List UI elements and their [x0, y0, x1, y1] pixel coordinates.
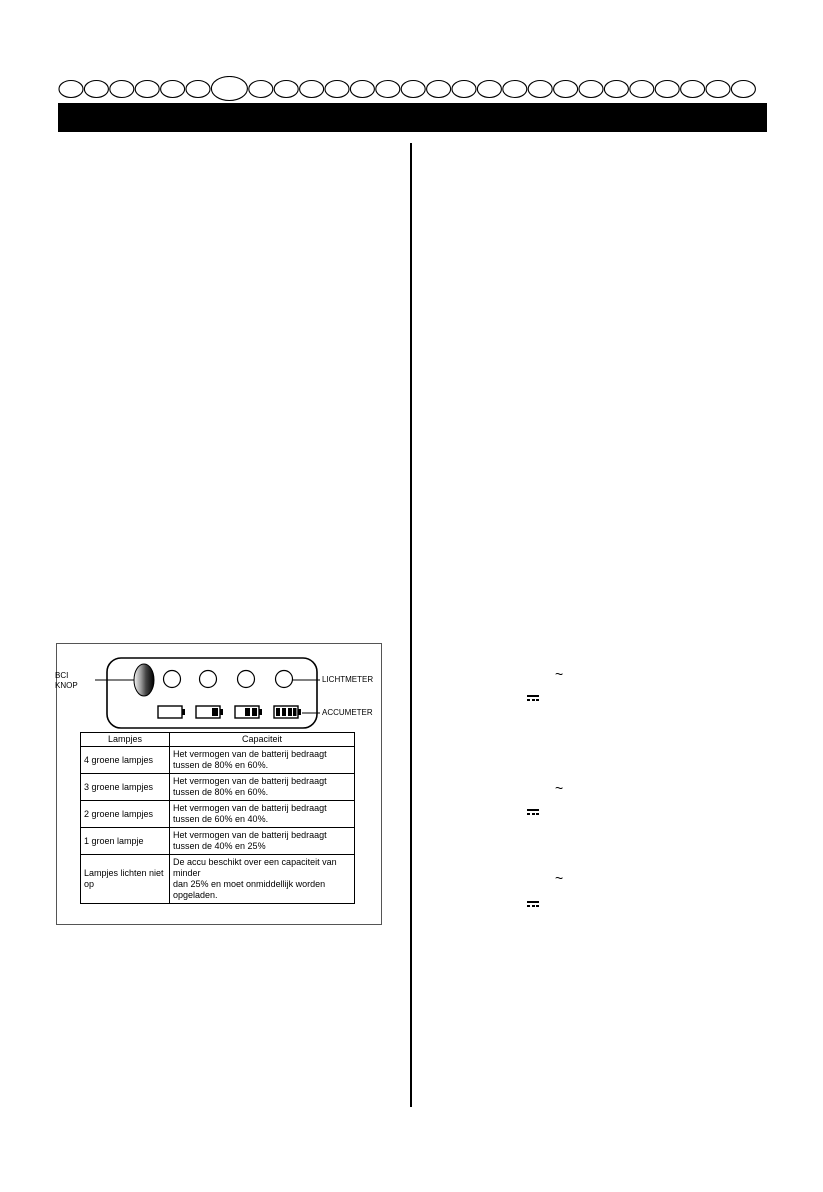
table-cell-capacity: De accu beschikt over een capaciteit van minder dan 25% en moet onmiddellijk worden opgeladen.: [170, 855, 355, 904]
battery-icon-two-thirds: [235, 706, 262, 718]
language-oval: [630, 81, 654, 98]
table-cell-lamps: Lampjes lichten niet op: [81, 855, 170, 904]
table-cell-lamps: 3 groene lampjes: [81, 774, 170, 801]
table-cell-lamps: 4 groene lampjes: [81, 747, 170, 774]
ac-current-icon: ~: [555, 666, 564, 682]
language-oval: [452, 81, 476, 98]
language-oval: [731, 81, 755, 98]
table-header-lampjes: Lampjes: [81, 733, 170, 747]
language-oval: [59, 81, 83, 98]
language-oval: [84, 81, 108, 98]
led-2: [200, 671, 217, 688]
battery-icon-one-third: [196, 706, 223, 718]
language-oval: [655, 81, 679, 98]
table-row: [81, 774, 355, 801]
led-3: [238, 671, 255, 688]
lightmeter-label: LICHTMETER: [322, 675, 374, 684]
table-cell-capacity: Het vermogen van de batterij bedraagt tussen de 40% en 25%: [170, 828, 355, 855]
language-oval: [325, 81, 349, 98]
table-row: [81, 855, 355, 904]
language-oval: [579, 81, 603, 98]
language-oval: [161, 81, 185, 98]
table-cell-capacity: Het vermogen van de batterij bedraagt tussen de 80% en 60%.: [170, 747, 355, 774]
language-oval-selected: [211, 77, 247, 101]
battery-icon-empty: [158, 706, 185, 718]
bci-button-label: BCI KNOP: [55, 671, 78, 690]
language-oval: [186, 81, 210, 98]
battery-icon-full: [274, 706, 301, 718]
table-cell-capacity: Het vermogen van de batterij bedraagt tussen de 60% en 40%.: [170, 801, 355, 828]
language-oval: [503, 81, 527, 98]
led-4: [276, 671, 293, 688]
table-row: [81, 747, 355, 774]
table-row: [81, 801, 355, 828]
language-oval: [376, 81, 400, 98]
language-oval: [604, 81, 628, 98]
language-oval: [528, 81, 552, 98]
language-oval: [427, 81, 451, 98]
dc-current-icon: [527, 695, 539, 702]
language-oval: [477, 81, 501, 98]
language-oval: [274, 81, 298, 98]
language-oval: [300, 81, 324, 98]
language-selector-ovals: [58, 76, 770, 102]
ac-current-icon: ~: [555, 870, 564, 886]
language-oval: [350, 81, 374, 98]
bci-button: [134, 664, 154, 696]
table-cell-capacity: Het vermogen van de batterij bedraagt tussen de 80% en 60%.: [170, 774, 355, 801]
column-divider: [410, 143, 412, 1107]
table-header-row: [81, 733, 355, 747]
language-oval: [249, 81, 273, 98]
language-oval: [554, 81, 578, 98]
accumeter-label: ACCUMETER: [322, 708, 373, 717]
led-1: [164, 671, 181, 688]
section-header-bar: [58, 103, 767, 132]
language-oval: [135, 81, 159, 98]
dc-current-icon: [527, 901, 539, 908]
ac-current-icon: ~: [555, 780, 564, 796]
table-row: [81, 828, 355, 855]
language-oval: [110, 81, 134, 98]
dc-current-icon: [527, 809, 539, 816]
language-oval: [706, 81, 730, 98]
lamp-capacity-table: [80, 732, 355, 904]
table-cell-lamps: 2 groene lampjes: [81, 801, 170, 828]
language-oval: [681, 81, 705, 98]
table-cell-lamps: 1 groen lampje: [81, 828, 170, 855]
table-header-capaciteit: Capaciteit: [170, 733, 355, 747]
language-selector: [58, 76, 770, 102]
language-oval: [401, 81, 425, 98]
